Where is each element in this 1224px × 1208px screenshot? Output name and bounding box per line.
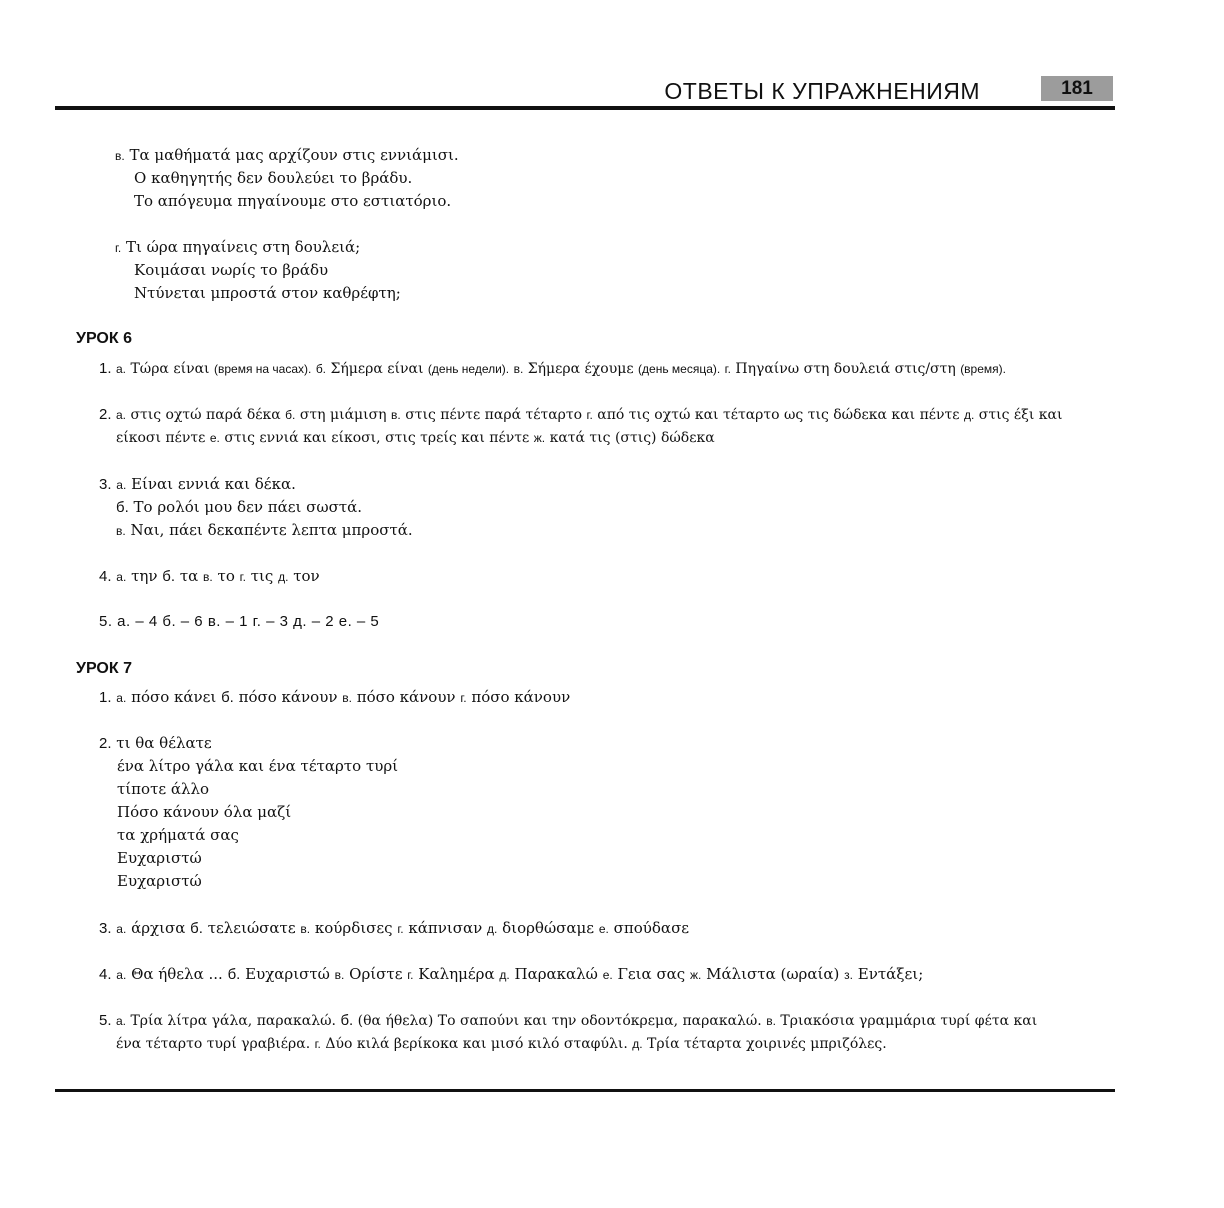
note-text: (время на часах). [213,362,312,376]
answer-text: Ορίστε [349,965,403,983]
item-marker: г. [115,241,122,255]
item-marker: а. [116,968,127,982]
exercise-6-3 [99,474,296,495]
exercise-6-4 [99,566,320,587]
item-marker: г. [407,968,414,982]
answer-line: Το απόγευμα πηγαίνουμε στο εστιατόριο. [134,192,452,210]
item-marker: в. [334,968,345,982]
answer-text: στις εννιά και είκοσι, στις τρείς και πέντε [224,430,530,446]
exercise-6-5: 5. а. – 4 б. – 6 в. – 1 г. – 3 д. – 2 е. – 5 [99,613,380,630]
answer-text: Τι ώρα πηγαίνεις στη δουλειά; [126,238,361,256]
answer-text: Εντάξει; [857,965,924,983]
answer-text: πόσο κάνουν [238,688,338,706]
answer-line: Ντύνεται μπροστά στον καθρέφτη; [134,284,401,302]
answer-text: Ναι, πάει δεκαπέντε λεπτα μπροστά. [130,521,413,539]
item-marker: б. [221,689,234,706]
answer-text: πόσο κάνει [131,688,217,706]
answer-text: σπούδασε [613,919,690,937]
answer-line [116,520,413,541]
exercise-7-5 [99,1011,1037,1031]
item-marker: ж. [533,431,546,445]
answer-text: Σήμερα είναι [330,361,424,377]
item-marker: д. [964,408,975,422]
answer-text: τα [179,567,199,585]
answer-text: Θα ήθελα ... [131,965,223,983]
item-marker: в. [116,524,126,538]
answer-text: πόσο κάνουν [356,688,456,706]
exercise-7-4 [99,964,923,985]
exercise-number: 4. [99,568,112,585]
exercise-6-2 [99,405,1062,425]
answer-text: Σήμερα έχουμε [527,361,634,377]
answer-text: τελειώσατε [207,919,296,937]
answer-text: Τρία τέταρτα χοιρινές μπριζόλες. [647,1036,887,1052]
item-marker: б. [340,1012,354,1029]
answer-text: Τριακόσια γραμμάρια τυρί φέτα και [780,1013,1038,1029]
answer-text: από τις οχτώ και τέταρτο ως τις δώδεκα και πέντε [597,407,960,423]
item-marker: а. [116,922,127,936]
item-marker: д. [499,968,510,982]
item-marker: а. [115,408,126,422]
exercise-number: 5. [99,1012,112,1029]
answer-text: Τώρα είναι [130,361,210,377]
item-marker: а. [116,691,127,705]
item-marker: в. [391,408,401,422]
exercise-6-1 [99,359,1006,379]
answer-text: Ευχαριστώ [245,965,330,983]
answer-text: πόσο κάνουν [471,688,571,706]
answer-line [115,145,459,166]
exercise-number: 2. [99,406,112,423]
item-marker: г. [460,691,467,705]
item-marker: е. [602,968,613,982]
answer-text: Τρία λίτρα γάλα, παρακαλώ. [130,1013,336,1029]
note-text: (день недели). [427,362,510,376]
item-marker: б. [227,966,241,983]
answer-text: είκοσι πέντε [116,430,206,446]
note-text: (время). [960,362,1006,376]
item-marker: б. [285,408,296,422]
footer-rule [55,1089,1115,1092]
item-marker: г. [239,570,246,584]
item-marker: г. [397,922,404,936]
page-header-title: ОТВЕТЫ К УПРАЖНЕНИЯМ [664,78,980,104]
answer-text: στη μιάμιση [299,407,387,423]
exercise-7-1 [99,687,570,708]
answer-text: Πηγαίνω στη δουλειά στις/στη [735,361,956,377]
answer-text: Το ρολόι μου δεν πάει σωστά. [133,498,363,516]
item-marker: б. [116,499,129,516]
answer-text: στις οχτώ παρά δέκα [130,407,281,423]
answer-text: τις [250,567,274,585]
note-text: (день месяца). [638,362,721,376]
answer-line: Κοιμάσαι νωρίς το βράδυ [134,261,329,279]
answer-text: Μάλιστα (ωραία) [706,965,840,983]
lesson-7-heading: УРОК 7 [76,660,132,677]
answer-line [116,497,362,518]
item-marker: д. [632,1037,643,1051]
answer-text: Παρακαλώ [514,965,598,983]
item-marker: г. [724,362,731,376]
item-marker: в. [115,149,125,163]
item-marker: ж. [690,968,702,982]
answer-text: την [131,567,158,585]
answer-line: ένα λίτρο γάλα και ένα τέταρτο τυρί [117,757,399,775]
item-marker: е. [598,922,609,936]
exercise-6-2-continued [116,428,715,448]
exercise-number: 1. [99,689,112,706]
item-marker: а. [115,1014,126,1028]
answer-line [115,237,360,258]
answer-text: κάπνισαν [408,919,483,937]
answer-text: Τα μαθήματά μας αρχίζουν στις εννιάμισι. [129,146,459,164]
answer-line: Ο καθηγητής δεν δουλεύει το βράδυ. [134,169,413,187]
exercise-7-5-continued [116,1034,887,1054]
answer-line: Πόσο κάνουν όλα μαζί [117,803,292,821]
exercise-number: 3. [99,920,112,937]
item-marker: в. [766,1014,776,1028]
item-marker: д. [487,922,498,936]
answer-text: (θα ήθελα) Το σαπούνι και την οδοντόκρεμα, παρακαλώ. [357,1013,762,1029]
lesson-6-heading: УРОК 6 [76,330,132,347]
answer-text: Γεια σας [617,965,686,983]
item-marker: г. [314,1037,321,1051]
answer-line: Ευχαριστώ [117,849,202,867]
answer-text: κούρδισες [314,919,393,937]
answer-text: Είναι εννιά και δέκα. [131,475,296,493]
answer-text: άρχισα [131,919,186,937]
answer-text: τον [293,567,320,585]
item-marker: в. [513,362,524,376]
answer-line: τα χρήματά σας [117,826,239,844]
page-number-badge: 181 [1041,76,1113,101]
item-marker: а. [116,478,127,492]
answer-text: Δύο κιλά βερίκοκα και μισό κιλό σταφύλι. [325,1036,628,1052]
answer-line: τίποτε άλλο [117,780,210,798]
item-marker: б. [162,568,176,585]
item-marker: г. [586,408,593,422]
exercise-number: 1. [99,360,112,377]
answer-text: Καλημέρα [418,965,495,983]
answer-text: στις έξι και [978,407,1063,423]
answer-text: το [217,567,235,585]
answer-text: κατά τις (στις) δώδεκα [549,430,715,446]
item-marker: е. [209,431,220,445]
item-marker: б. [190,920,203,937]
item-marker: в. [300,922,311,936]
item-marker: в. [203,570,213,584]
answer-text: ένα τέταρτο τυρί γραβιέρα. [116,1036,311,1052]
answer-text: διορθώσαμε [502,919,595,937]
exercise-number: 2. [99,735,112,752]
exercise-number: 3. [99,476,112,493]
item-marker: а. [115,362,126,376]
exercise-number: 4. [99,966,112,983]
answer-text: τι θα θέλατε [116,734,212,752]
answer-line: Ευχαριστώ [117,872,202,890]
answer-text: στις πέντε παρά τέταρτο [405,407,583,423]
item-marker: б. [315,362,327,376]
item-marker: д. [278,570,289,584]
item-marker: а. [116,570,127,584]
exercise-7-3 [99,918,689,939]
item-marker: з. [844,968,853,982]
exercise-7-2 [99,733,212,754]
item-marker: в. [342,691,352,705]
